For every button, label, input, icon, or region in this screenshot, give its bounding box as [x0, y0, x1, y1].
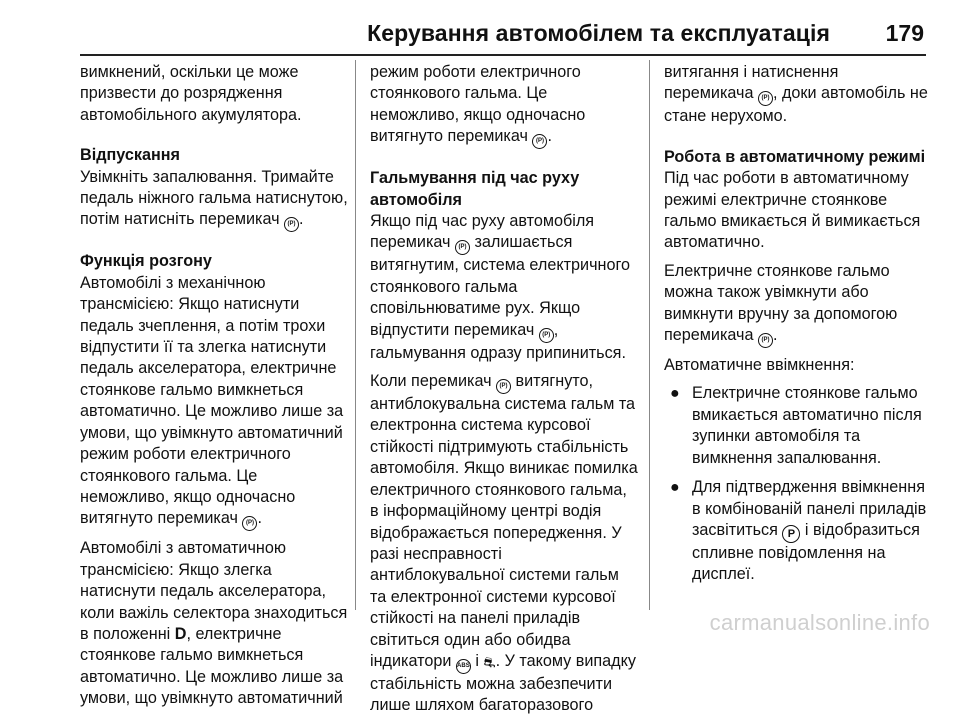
- continuation-paragraph: режим роботи електричного стоянкового гальма. Це неможливо, якщо одночасно витягнуто перемикач (P) .: [370, 62, 642, 149]
- brake-switch-icon: (P): [758, 333, 773, 348]
- brake-switch-icon: (P): [758, 91, 773, 106]
- continuation-paragraph: витягання і натиснення перемикача (P) , доки автомобіль не стане нерухомо.: [664, 63, 928, 126]
- header-rule: [80, 54, 926, 56]
- brake-switch-icon: (P): [496, 379, 511, 394]
- auto-mode-heading: Робота в автоматичному режимі: [664, 147, 926, 166]
- column-1: [80, 62, 360, 717]
- esc-car-icon: ⛐: [483, 653, 496, 670]
- release-heading: Відпускання: [80, 146, 180, 165]
- auto-mode-paragraph: Під час роботи в автоматичному режимі електричне стоянкове гальмо вмикається й вимикається автоматично.: [664, 169, 921, 252]
- brake-switch-icon: (P): [284, 217, 299, 232]
- release-paragraph: Увімкніть запалювання. Тримайте педаль ніжного гальма натиснутою, потім натисніть перемикач (P) .: [80, 167, 360, 233]
- page-header: [0, 0, 960, 50]
- parking-P-icon: P: [782, 525, 800, 543]
- activation-label: Автоматичне ввімкнення:: [664, 356, 855, 375]
- page-title: Керування автомобілем та експлуатація: [367, 20, 830, 46]
- list-item: ● Для підтвердження ввімкнення в комбінованій панелі приладів засвітиться P і відобразиться спливне повідомлення на дисплеї.: [670, 478, 927, 584]
- brake-switch-icon: (P): [242, 516, 257, 531]
- column-3: [664, 62, 929, 594]
- abs-icon: ABS: [456, 659, 471, 674]
- braking-heading: Гальмування під час руху автомобіля: [370, 169, 580, 209]
- column-2: [370, 62, 642, 724]
- start-heading: Функція розгону: [80, 252, 212, 271]
- page-number: 179: [885, 20, 924, 46]
- watermark: carmanualsonline.info: [709, 610, 930, 635]
- brake-switch-icon: (P): [539, 328, 554, 343]
- intro-paragraph: вимкнений, оскільки це може призвести до розрядження автомобільного акумулятора.: [80, 63, 302, 124]
- braking-paragraph: Якщо під час руху автомобіля перемикач (P) залишається витягнутим, система електричного стоянкового гальма сповільнюватиме рух. Якщо відпустити перемикач (P) , гальмування одразу припиниться.: [370, 212, 630, 362]
- list-item: ● Електричне стоянкове гальмо вмикається автоматично після зупинки автомобіля та вимкнення запалювання.: [670, 384, 922, 467]
- column-divider: [649, 60, 650, 610]
- manual-mode-paragraph: Електричне стоянкове гальмо можна також увімкнути або вимкнути вручну за допомогою перемикача (P) .: [664, 261, 929, 348]
- manual-paragraph: Автомобілі з механічною трансмісією: Якщо натиснути педаль зчеплення, а потім трохи відпустити її та злегка натиснути педаль акселератора, електричне стоянкове гальмо вимкнеться автоматично. Це можливо лише за умови, що увімкнуто автоматичний режим роботи електричного стоянкового гальма. Це неможливо, якщо одночасно витягнуто перемикач (P) .: [80, 273, 360, 531]
- when-pulled-paragraph: Коли перемикач (P) витягнуто, антиблокувальна система гальм та електронна система курсової стійкості підтримують стабільність автомобіля. Якщо виникає помилка електричного стоянкового гальма, в інформаційному центрі водія відображається попередження. У разі несправності антиблокувальної системи гальм та електронної системи курсової стійкості на панелі приладів світиться один або обидва індикатори ABS і ⛐. У такому випадку стабільність можна забезпечити лише шляхом багаторазового: [370, 372, 638, 715]
- automatic-paragraph: Автомобілі з автоматичною трансмісією: Якщо злегка натиснути педаль акселератора, коли важіль селектора знаходиться в положенні D, електричне стоянкове гальмо вимкнеться автоматично. Це можливо лише за умови, що увімкнуто автоматичний: [80, 539, 348, 708]
- bullet-icon: ●: [670, 479, 680, 497]
- brake-switch-icon: (P): [455, 240, 470, 255]
- bullet-icon: ●: [670, 385, 680, 403]
- brake-switch-icon: (P): [532, 134, 547, 149]
